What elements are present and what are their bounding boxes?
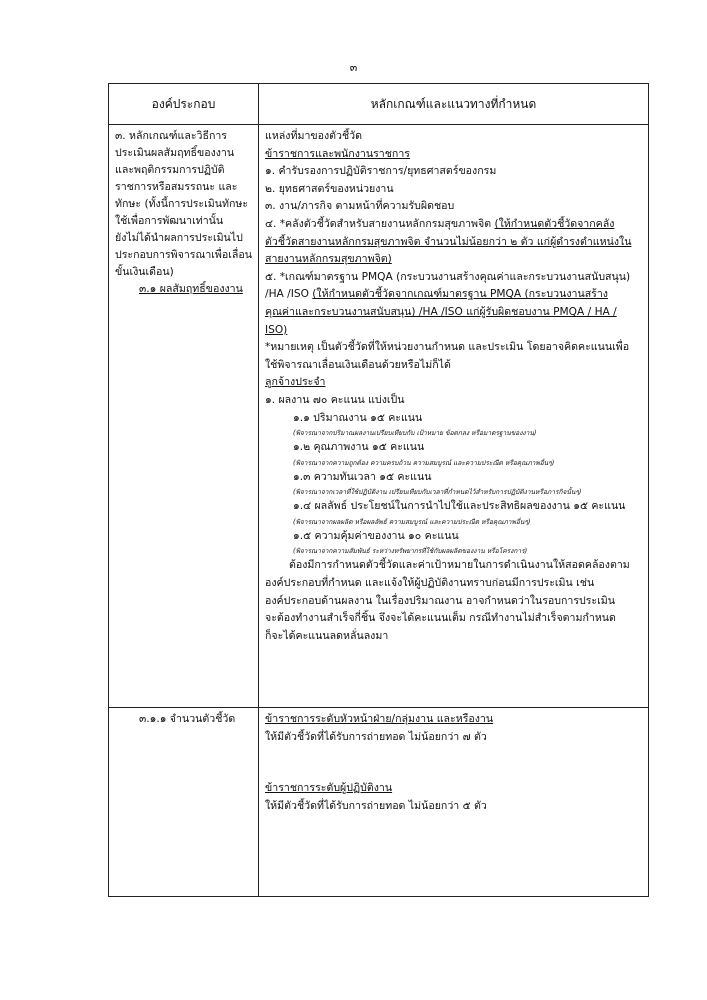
section-text: ให้มีตัวชี้วัดที่ได้รับการถ่ายทอด ไม่น้อยกว่า ๗ ตัว [265,730,487,743]
list-item-cont: ISO) [265,323,288,336]
page-number: ๓ [349,61,358,74]
closing-text: องค์ประกอบด้านผลงาน ในเรื่องปริมาณงาน อาจกำหนดว่าในรอบการประเมิน [265,594,615,607]
component-line: ทักษะ (ทั้งนี้การประเมินทักษะ [115,198,249,210]
performance-total: ๑. ผลงาน ๗๐ คะแนน แบ่งเป็น [265,393,405,406]
component-line: ขั้นเงินเดือน) [115,266,174,278]
source-heading: แหล่งที่มาของตัวชี้วัด [265,130,363,142]
score-note: (พิจารณาจากปริมาณผลงานเปรียบเทียบกับ เป้าหมาย ข้อตกลง หรือมาตรฐานของงาน) [293,429,537,438]
permanent-employee-heading: ลูกจ้างประจำ [265,376,326,389]
component-cell [109,125,259,708]
score-item: ๑.๕ ความคุ้มค่าของงาน ๑๐ คะแนน [293,529,459,542]
component-line: ยังไม่ได้นำผลการประเมินไป [115,232,243,244]
list-item-cont: ตัวชี้วัดสายงานหลักกรมสุขภาพจิต จำนวนไม่น้อยกว่า ๒ ตัว แก่ผู้ดำรงตำแหน่งใน [265,235,632,248]
list-item: ๑. คำรับรองการปฏิบัติราชการ/ยุทธศาสตร์ของกรม [265,165,497,178]
list-item-cont: /HA /ISO (ให้กำหนดตัวชี้วัดจากเกณฑ์มาตรฐาน PMQA (กระบวนงานสร้าง [265,288,608,301]
component-line: และพฤติกรรมการปฏิบัติ [115,164,225,176]
list-item: ๒. ยุทธศาสตร์ของหน่วยงาน [265,182,394,195]
score-item: ๑.๓ ความทันเวลา ๑๕ คะแนน [293,470,432,483]
list-item: ๔. *คลังตัวชี้วัดสำหรับสายงานหลักกรมสุขภาพจิต (ให้กำหนดตัวชี้วัดจากคลัง [265,217,615,230]
component-line: ประเมินผลสัมฤทธิ์ของงาน [115,147,235,159]
score-item: ๑.๑ ปริมาณงาน ๑๕ คะแนน [293,411,423,424]
score-note: (พิจารณาจากผลผลิต หรือผลลัพธ์ ความสมบูรณ์ และความประณีต หรือคุณภาพอื่นๆ) [293,517,531,526]
section-head-supervisor: ข้าราชการระดับหัวหน้าฝ่าย/กลุ่มงาน และหรืองาน [265,713,494,725]
closing-text: จะต้องทำงานสำเร็จกี่ชิ้น จึงจะได้คะแนนเต็ม กรณีทำงานไม่สำเร็จตามกำหนด [265,612,616,625]
component-line: ๓. หลักเกณฑ์และวิธีการ [115,130,227,142]
score-note: (พิจารณาจากความถูกต้อง ความครบถ้วน ความสมบูรณ์ และความประณีต หรือคุณภาพอื่นๆ) [293,458,555,467]
closing-text: ต้องมีการกำหนดตัวชี้วัดและค่าเป้าหมายในการดำเนินงานให้สอดคล้องตาม [289,559,630,572]
section-head-operator: ข้าราชการระดับผู้ปฏิบัติงาน [265,782,393,795]
remark-text: *หมายเหตุ เป็นตัวชี้วัดที่ให้หน่วยงานกำหนด และประเมิน โดยอาจคิดคะแนนเพื่อ [265,341,630,354]
closing-text: ก็จะได้คะแนนลดหลั่นลงมา [265,629,389,642]
component-line: ใช้เพื่อการพัฒนาเท่านั้น [115,215,224,227]
score-note: (พิจารณาจากความสัมพันธ์ ระหว่างทรัพยากรที่ใช้กับผลผลิตของงาน หรือโครงการ) [293,547,528,556]
component-line: ประกอบการพิจารณาเพื่อเลื่อน [115,249,252,261]
component-cell [109,708,259,897]
table-row [109,125,649,708]
header-component: องค์ประกอบ [109,84,259,125]
table-row [109,708,649,897]
list-item: ๕. *เกณฑ์มาตรฐาน PMQA (กระบวนงานสร้างคุณค่าและกระบวนงานสนับสนุน) [265,270,631,283]
remark-text: ใช้พิจารณาเลื่อนเงินเดือนด้วยหรือไม่ก็ได้ [265,358,451,371]
section-text: ให้มีตัวชี้วัดที่ได้รับการถ่ายทอด ไม่น้อยกว่า ๕ ตัว [265,799,487,812]
table-header-row [109,84,649,125]
header-criteria: หลักเกณฑ์และแนวทางที่กำหนด [259,84,649,125]
criteria-cell [259,708,649,897]
subheading-indicator-count: ๓.๑.๑ จำนวนตัวชี้วัด [139,713,236,725]
score-item: ๑.๒ คุณภาพงาน ๑๕ คะแนน [293,441,425,454]
score-item: ๑.๔ ผลลัพธ์ ประโยชน์ในการนำไปใช้และประสิทธิผลของงาน ๑๕ คะแนน [293,500,626,513]
score-note: (พิจารณาจากเวลาที่ใช้ปฏิบัติงาน เปรียบเทียบกับเวลาที่กำหนดไว้สำหรับการปฏิบัติงานหรือภารกิจนั้นๆ) [293,488,582,497]
criteria-cell [259,125,649,708]
list-item: ๓. งาน/ภารกิจ ตามหน้าที่ความรับผิดชอบ [265,200,455,213]
closing-text: องค์ประกอบที่กำหนด และแจ้งให้ผู้ปฏิบัติงานทราบก่อนมีการประเมิน เช่น [265,577,595,590]
list-item-cont: สายงานหลักกรมสุขภาพจิต) [265,253,392,266]
component-line: ราชการหรือสมรรถนะ และ [115,181,238,193]
criteria-table [108,83,649,897]
subheading-work-results: ๓.๑ ผลสัมฤทธิ์ของงาน [139,283,243,295]
civil-servant-heading: ข้าราชการและพนักงานราชการ [265,147,410,160]
list-item-cont: คุณค่าและกระบวนงานสนับสนุน) /HA /ISO แก่ผู้รับผิดชอบงาน PMQA / HA / [265,305,617,318]
